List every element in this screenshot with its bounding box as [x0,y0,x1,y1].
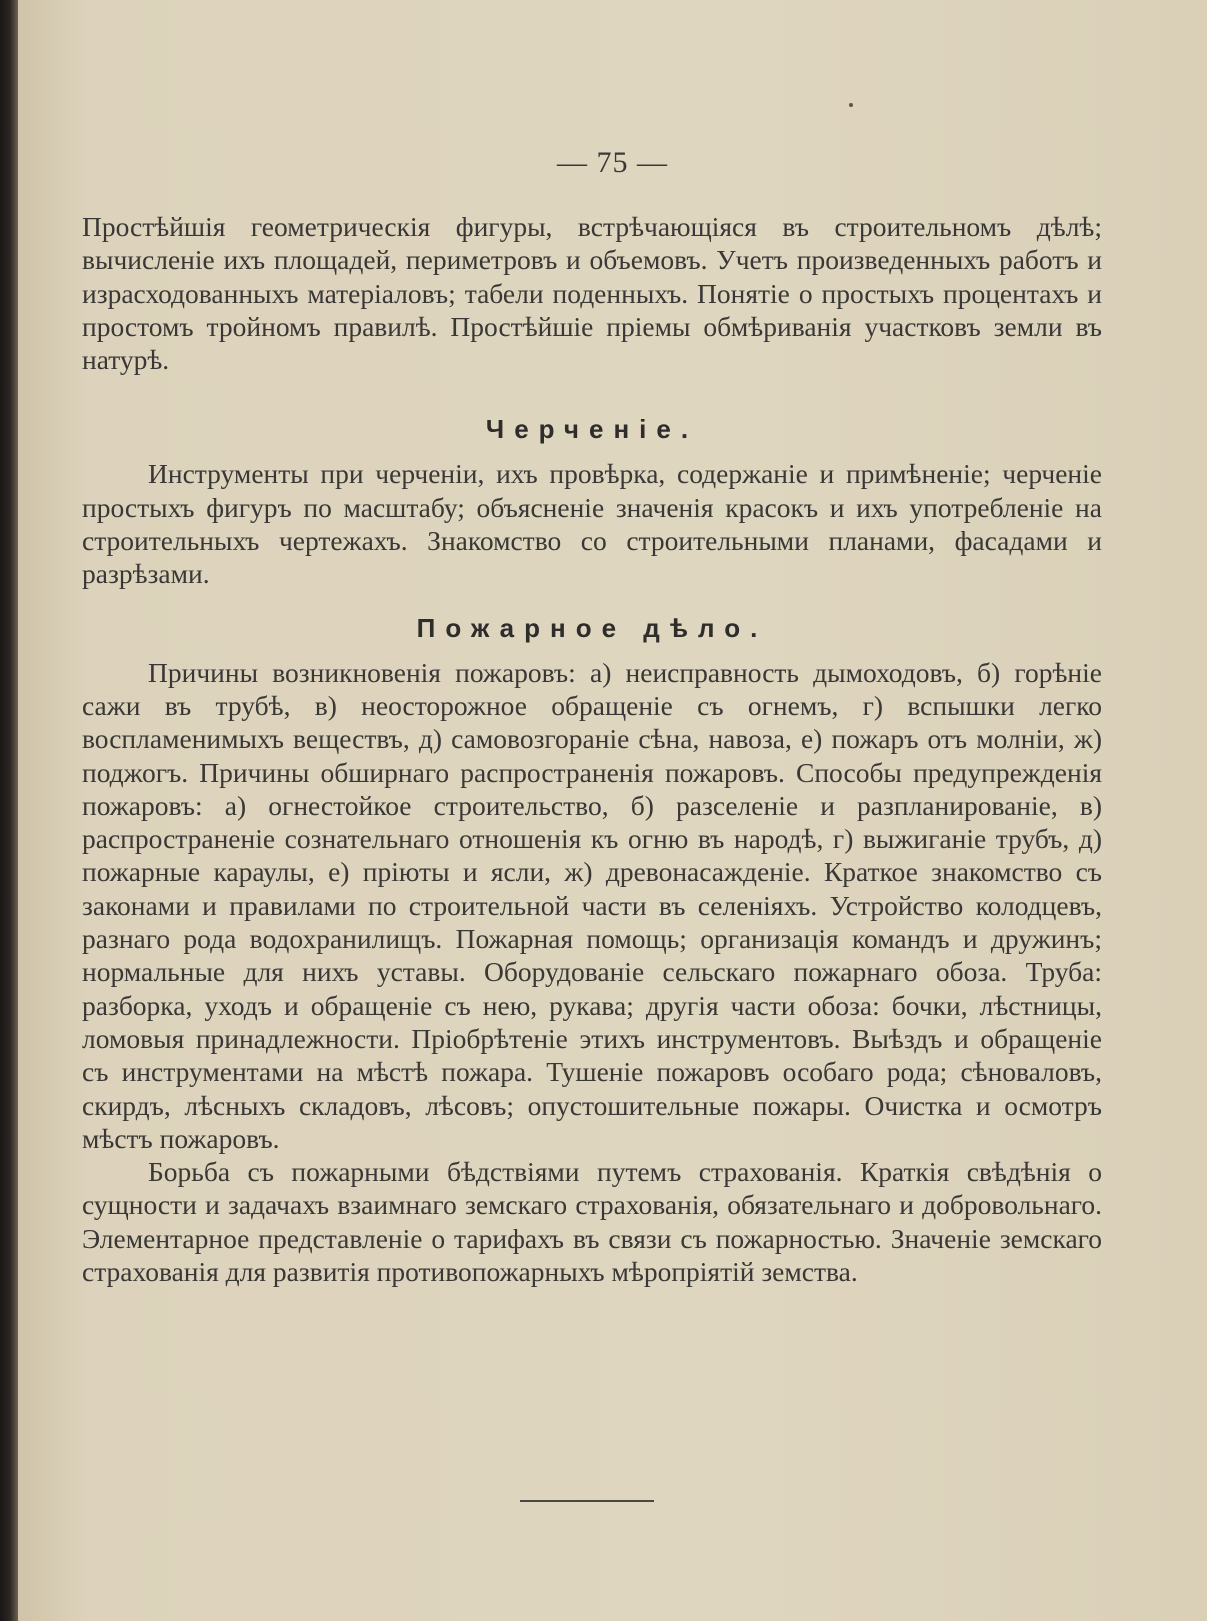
closing-rule [520,1500,654,1502]
paragraph-fire-causes: Причины возникновенія пожаровъ: а) неисправность дымоходовъ, б) горѣніе сажи въ трубѣ, в) неосторожное обращеніе съ огнемъ, г) вспышки легко воспламенимыхъ веществъ, д) самовозгораніе сѣна, навоза, е) пожаръ отъ молніи, ж) поджогъ. Причины обширнаго распространенія пожаровъ. Способы предупрежденія пожаровъ: а) огнестойкое строительство, б) разселеніе и разпланированіе, в) распространеніе сознательнаго отношенія къ огню въ народѣ, г) выжиганіе трубъ, д) пожарные караулы, е) пріюты и ясли, ж) древонасажденіе. Краткое знакомство съ законами и правилами по строительной части въ селеніяхъ. Устройство колодцевъ, разнаго рода водохранилищъ. Пожарная помощь; организація командъ и дружинъ; нормальные для нихъ уставы. Оборудованіе сельскаго пожарнаго обоза. Труба: разборка, уходъ и обращеніе съ нею, рукава; другія части обоза: бочки, лѣстницы, ломовыя принадлежности. Пріобрѣтеніе этихъ инструментовъ. Выѣздъ и обращеніе съ инструментами на мѣстѣ пожара. Тушеніе пожаровъ особаго рода; сѣноваловъ, скирдъ, лѣсныхъ складовъ, лѣсовъ; опустошительные пожары. Очистка и осмотръ мѣстъ пожаровъ. [82,656,1102,1154]
paragraph-geometry: Простѣйшія геометрическія фигуры, встрѣчающіяся въ строительномъ дѣлѣ; вычисленіе ихъ площадей, периметровъ и объемовъ. Учетъ произведенныхъ работъ и израсходованныхъ матеріаловъ; табели поденныхъ. Понятіе о простыхъ процентахъ и простомъ тройномъ правилѣ. Простѣйшіе пріемы обмѣриванія участковъ земли въ натурѣ. [82,211,1102,376]
heading-drawing: Черченіе. [485,414,699,445]
page-number: — 75 — [557,146,668,179]
heading-fire-service: Пожарное дѣло. [416,612,768,643]
page-body [82,210,1102,1288]
print-speck [849,103,853,107]
paragraph-fire-insurance: Борьба съ пожарными бѣдствіями путемъ страхованія. Краткія свѣдѣнія о сущности и задачахъ взаимнаго земскаго страхованія, обязательнаго и добровольнаго. Элементарное представленіе о тарифахъ въ связи съ пожарностью. Значеніе земскаго страхованія для развитія противопожарныхъ мѣропріятій земства. [82,1156,1102,1288]
book-spine-shadow [0,0,18,1621]
book-page [18,0,1207,1621]
paragraph-drawing: Инструменты при черченіи, ихъ провѣрка, содержаніе и примѣненіе; черченіе простыхъ фигуръ по масштабу; объясненіе значенія красокъ и ихъ употребленіе на строительныхъ чертежахъ. Знакомство со строительными планами, фасадами и разрѣзами. [82,458,1102,590]
